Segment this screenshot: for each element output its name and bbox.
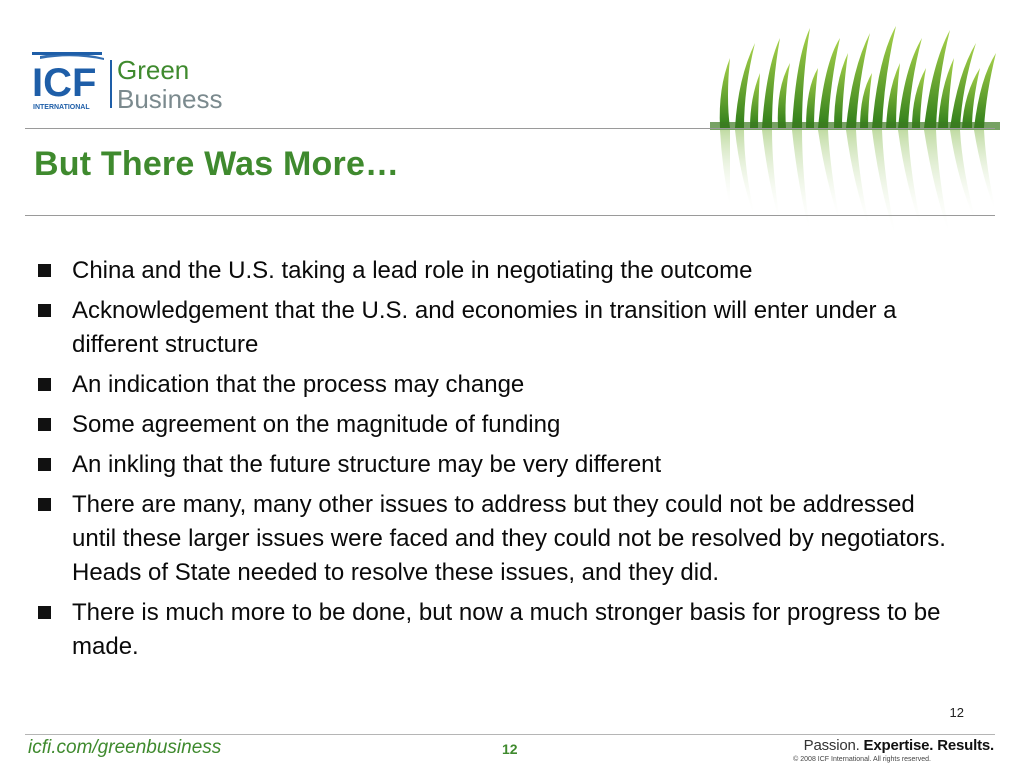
footer-page-number: 12: [502, 741, 518, 757]
slide-page-number: 12: [949, 705, 964, 720]
bullet-list: [35, 254, 965, 670]
logo-graphic: [32, 50, 222, 114]
footer-tagline: [804, 737, 994, 754]
bullet-text: China and the U.S. taking a lead role in negotiating the outcome: [72, 257, 753, 284]
logo-business-text: Business: [117, 84, 222, 114]
logo-green-text: Green: [117, 55, 190, 85]
square-bullet-icon: [38, 264, 51, 277]
bullet-text: Some agreement on the magnitude of funding: [72, 411, 561, 438]
bullet-text: Acknowledgement that the U.S. and economies in transition will enter under a different structure: [72, 297, 897, 358]
square-bullet-icon: [38, 498, 51, 511]
bullet-item: [35, 448, 965, 482]
logo-divider: [110, 60, 112, 108]
slide-title: But There Was More…: [34, 145, 400, 183]
bullet-item: [35, 596, 965, 664]
square-bullet-icon: [38, 304, 51, 317]
bullet-text: There are many, many other issues to address but they could not be addressed until these larger issues were faced and they could not be resolved by negotiators. Heads of State needed to resolve these issues, and they did.: [72, 491, 946, 586]
bullet-text: An indication that the process may change: [72, 371, 525, 398]
title-divider: [25, 215, 995, 216]
tagline-results: Results.: [937, 737, 994, 754]
icf-green-business-logo: [32, 50, 222, 114]
square-bullet-icon: [38, 606, 51, 619]
grass-decoration: [700, 18, 1000, 248]
header-divider: [25, 128, 995, 129]
tagline-expertise: Expertise.: [863, 737, 934, 754]
bullet-item: [35, 254, 965, 288]
square-bullet-icon: [38, 378, 51, 391]
square-bullet-icon: [38, 418, 51, 431]
bullet-item: [35, 368, 965, 402]
bullet-text: An inkling that the future structure may be very different: [72, 451, 662, 478]
square-bullet-icon: [38, 458, 51, 471]
bullet-item: [35, 408, 965, 442]
logo-international-text: INTERNATIONAL: [33, 104, 90, 111]
tagline-passion: Passion.: [803, 737, 860, 754]
footer-copyright: © 2008 ICF International. All rights reserved.: [793, 756, 931, 763]
bullet-text: There is much more to be done, but now a much stronger basis for progress to be made.: [72, 599, 941, 660]
bullet-item: [35, 294, 965, 362]
logo-icf-text: ICF: [32, 61, 97, 105]
bullet-item: [35, 488, 965, 590]
footer-divider: [25, 734, 995, 735]
footer-website-link[interactable]: icfi.com/greenbusiness: [28, 737, 222, 758]
